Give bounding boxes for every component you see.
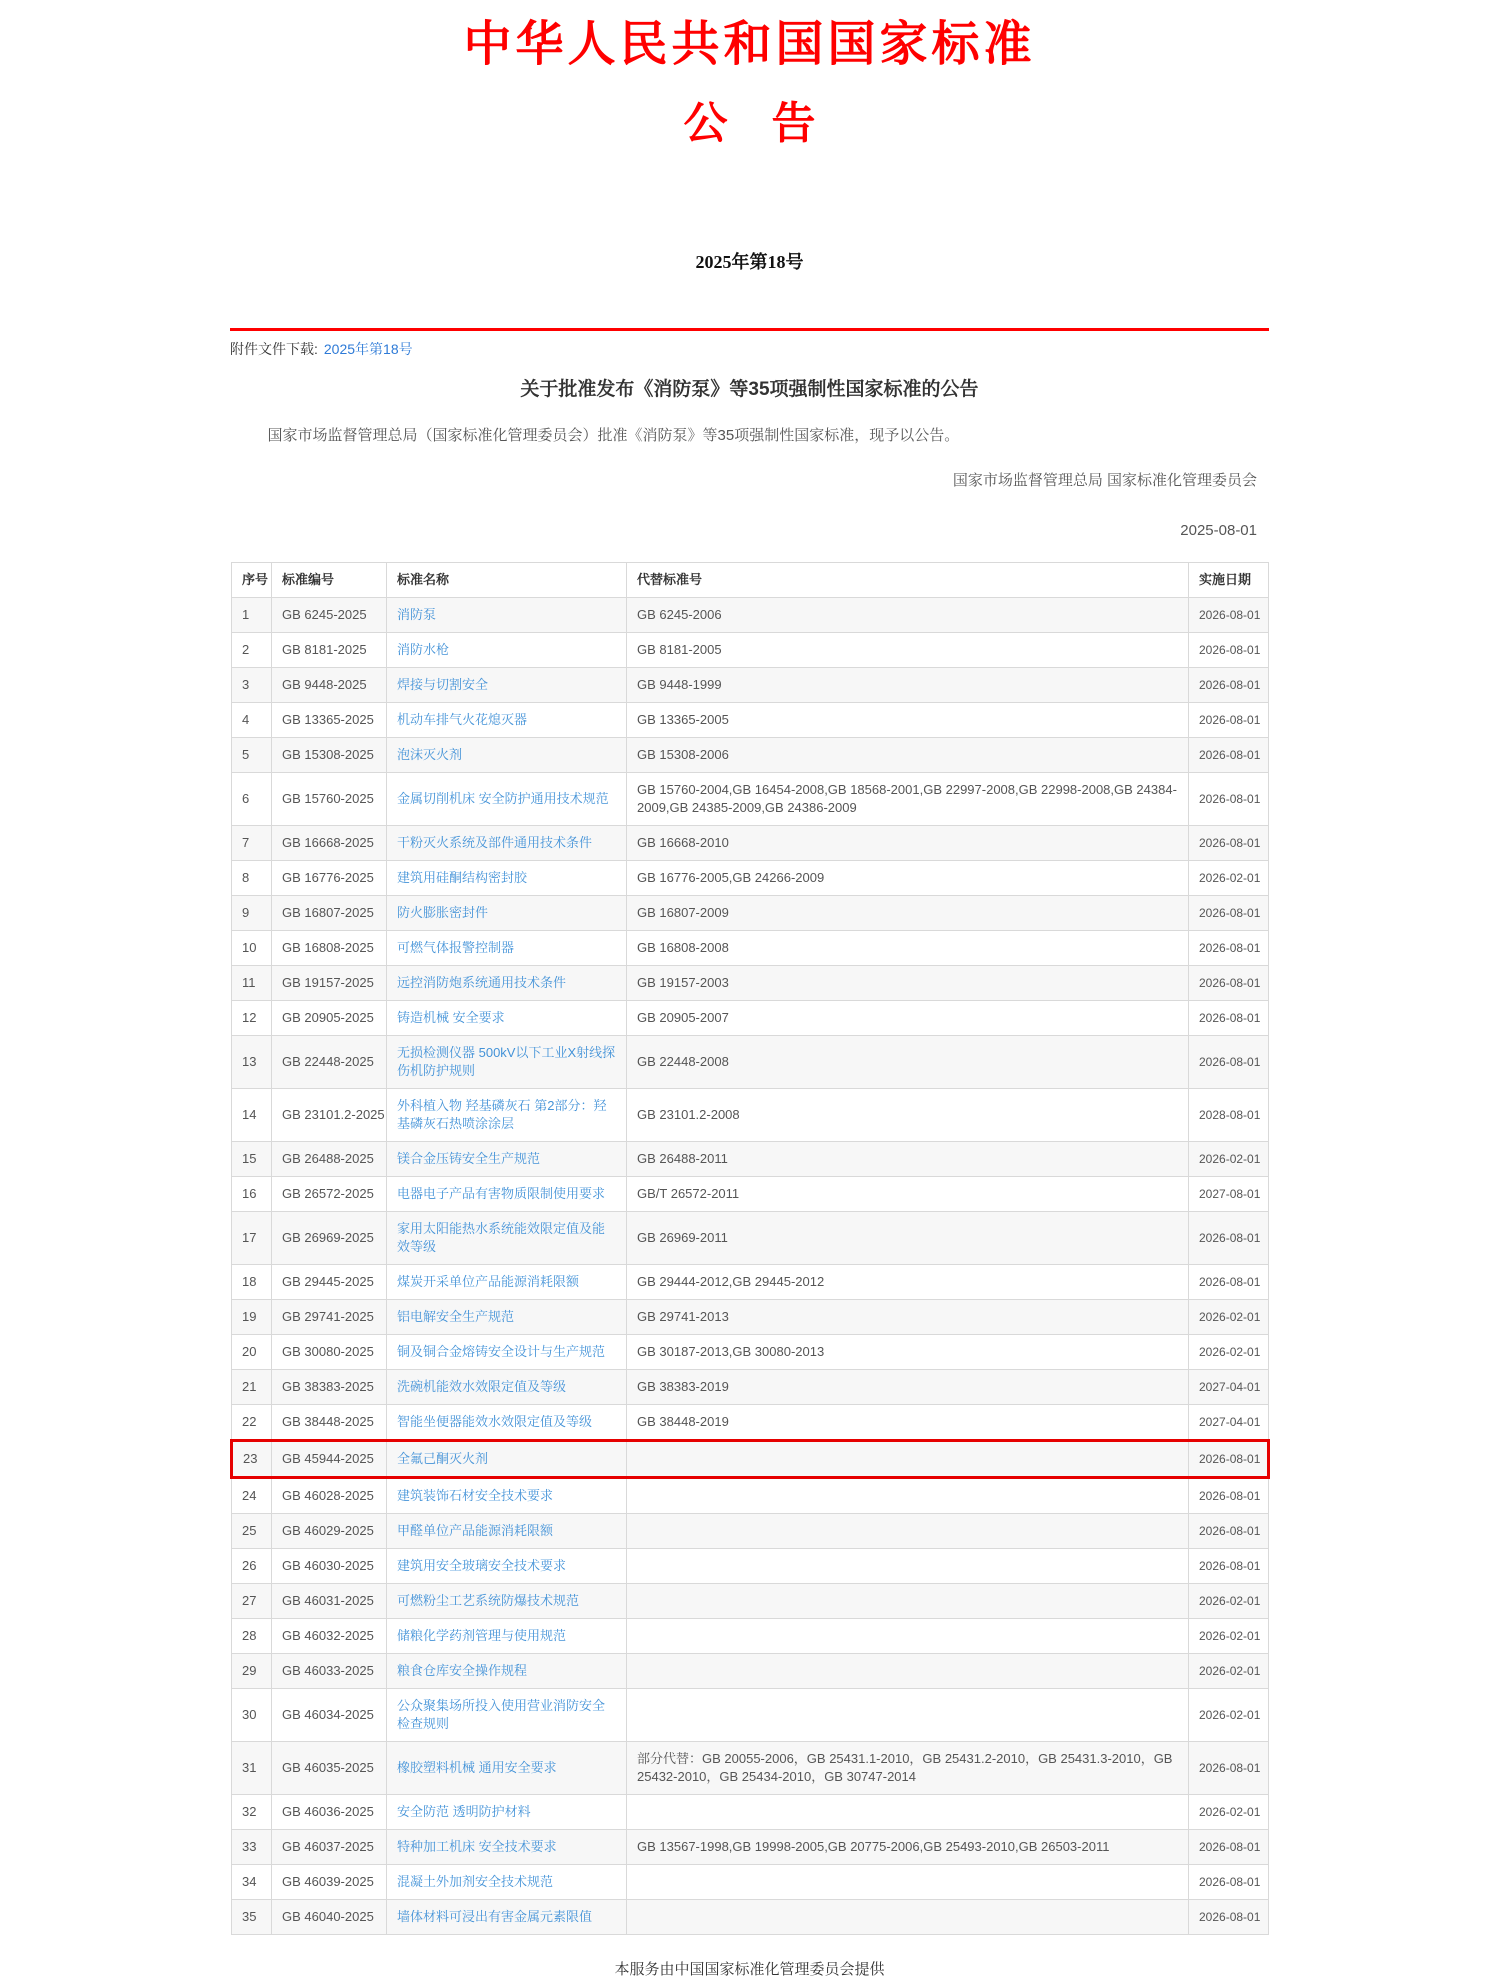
standard-name-cell (387, 1036, 627, 1089)
table-row (232, 1300, 1269, 1335)
table-row (232, 1689, 1269, 1742)
row-index-cell: 19 (232, 1300, 272, 1335)
table-row (232, 1742, 1269, 1795)
implementation-date-cell: 2028-08-01 (1189, 1089, 1269, 1142)
standard-name-cell (387, 1742, 627, 1795)
standard-name-cell (387, 1300, 627, 1335)
standard-name-cell (387, 1478, 627, 1514)
implementation-date-cell: 2026-08-01 (1189, 738, 1269, 773)
attachment-link[interactable]: 2025年第18号 (323, 341, 413, 357)
implementation-date-cell: 2026-02-01 (1189, 1584, 1269, 1619)
table-row (232, 1795, 1269, 1830)
content-column (230, 0, 1269, 1981)
standard-name-link[interactable]: 橡胶塑料机械 通用安全要求 (397, 1760, 557, 1775)
implementation-date-cell: 2026-08-01 (1189, 668, 1269, 703)
replaced-standards-cell: GB 29444-2012,GB 29445-2012 (627, 1265, 1189, 1300)
standard-name-cell (387, 1089, 627, 1142)
standard-name-link[interactable]: 甲醛单位产品能源消耗限额 (397, 1523, 554, 1538)
standard-code-cell: GB 46035-2025 (272, 1742, 387, 1795)
standard-name-cell (387, 966, 627, 1001)
table-row (232, 1212, 1269, 1265)
standard-name-cell (387, 1212, 627, 1265)
implementation-date-cell: 2026-02-01 (1189, 1300, 1269, 1335)
replaced-standards-cell: GB 6245-2006 (627, 598, 1189, 633)
standard-name-link[interactable]: 铝电解安全生产规范 (397, 1309, 515, 1324)
standard-name-link[interactable]: 外科植入物 羟基磷灰石 第2部分：羟基磷灰石热喷涂涂层 (397, 1098, 607, 1131)
row-index-cell: 3 (232, 668, 272, 703)
replaced-standards-cell: GB 26488-2011 (627, 1142, 1189, 1177)
standard-name-cell (387, 1265, 627, 1300)
standard-name-link[interactable]: 电器电子产品有害物质限制使用要求 (397, 1186, 606, 1201)
standard-name-link[interactable]: 特种加工机床 安全技术要求 (397, 1839, 557, 1854)
table-row (232, 826, 1269, 861)
standard-name-cell (387, 1335, 627, 1370)
replaced-standards-cell (627, 1478, 1189, 1514)
row-index-cell: 14 (232, 1089, 272, 1142)
standard-name-link[interactable]: 铸造机械 安全要求 (397, 1010, 505, 1025)
row-index-cell: 31 (232, 1742, 272, 1795)
standard-name-link[interactable]: 建筑用硅酮结构密封胶 (397, 870, 528, 885)
standard-code-cell: GB 46030-2025 (272, 1549, 387, 1584)
row-index-cell: 16 (232, 1177, 272, 1212)
table-row (232, 966, 1269, 1001)
table-row (232, 896, 1269, 931)
table-row (232, 1549, 1269, 1584)
standard-name-link[interactable]: 安全防范 透明防护材料 (397, 1804, 531, 1819)
standard-name-link[interactable]: 建筑用安全玻璃安全技术要求 (397, 1558, 567, 1573)
standard-name-link[interactable]: 粮食仓库安全操作规程 (397, 1663, 528, 1678)
standard-name-cell (387, 668, 627, 703)
announcement-date: 2025-08-01 (1180, 522, 1257, 539)
table-row (232, 1478, 1269, 1514)
table-row (232, 633, 1269, 668)
standard-name-link[interactable]: 混凝土外加剂安全技术规范 (397, 1874, 554, 1889)
table-row (232, 1441, 1269, 1478)
standard-code-cell: GB 15760-2025 (272, 773, 387, 826)
standard-code-cell: GB 23101.2-2025 (272, 1089, 387, 1142)
standard-code-cell: GB 46032-2025 (272, 1619, 387, 1654)
row-index-cell: 18 (232, 1265, 272, 1300)
standard-code-cell: GB 26572-2025 (272, 1177, 387, 1212)
standard-name-cell (387, 1865, 627, 1900)
standard-name-cell (387, 1795, 627, 1830)
table-row (232, 1405, 1269, 1441)
implementation-date-cell: 2026-08-01 (1189, 633, 1269, 668)
standard-name-link[interactable]: 金属切削机床 安全防护通用技术规范 (397, 791, 609, 806)
standard-name-link[interactable]: 消防泵 (397, 607, 437, 622)
standard-code-cell: GB 20905-2025 (272, 1001, 387, 1036)
implementation-date-cell: 2026-08-01 (1189, 896, 1269, 931)
standard-name-cell (387, 1584, 627, 1619)
replaced-standards-cell: GB 23101.2-2008 (627, 1089, 1189, 1142)
standard-name-link[interactable]: 远控消防炮系统通用技术条件 (397, 975, 567, 990)
standard-code-cell: GB 46034-2025 (272, 1689, 387, 1742)
replaced-standards-cell: GB 26969-2011 (627, 1212, 1189, 1265)
table-header-row (232, 563, 1269, 598)
standard-name-link[interactable]: 可燃粉尘工艺系统防爆技术规范 (397, 1593, 580, 1608)
standard-name-cell (387, 1654, 627, 1689)
row-index-cell: 30 (232, 1689, 272, 1742)
replaced-standards-cell: GB 15760-2004,GB 16454-2008,GB 18568-2001,GB 22997-2008,GB 22998-2008,GB 24384-2009,GB 24385-2009,GB 24386-2009 (627, 773, 1189, 826)
implementation-date-cell: 2026-02-01 (1189, 1795, 1269, 1830)
standard-name-link[interactable]: 焊接与切割安全 (397, 677, 489, 692)
row-index-cell: 6 (232, 773, 272, 826)
replaced-standards-cell: GB 8181-2005 (627, 633, 1189, 668)
replaced-standards-cell: GB 16668-2010 (627, 826, 1189, 861)
standard-code-cell: GB 16808-2025 (272, 931, 387, 966)
standard-name-link[interactable]: 防火膨胀密封件 (397, 905, 489, 920)
row-index-cell: 26 (232, 1549, 272, 1584)
row-index-cell: 8 (232, 861, 272, 896)
replaced-standards-cell (627, 1441, 1189, 1478)
replaced-standards-cell: GB 22448-2008 (627, 1036, 1189, 1089)
standard-name-link[interactable]: 机动车排气火花熄灭器 (397, 712, 528, 727)
replaced-standards-cell: GB 38448-2019 (627, 1405, 1189, 1441)
standard-name-link[interactable]: 镁合金压铸安全生产规范 (397, 1151, 541, 1166)
standard-name-cell (387, 1830, 627, 1865)
table-row (232, 703, 1269, 738)
standard-code-cell: GB 26969-2025 (272, 1212, 387, 1265)
standard-name-cell (387, 1549, 627, 1584)
row-index-cell: 33 (232, 1830, 272, 1865)
standard-code-cell: GB 16776-2025 (272, 861, 387, 896)
column-header: 标准名称 (387, 563, 627, 598)
sub-title: 公 告 (683, 99, 816, 148)
standard-code-cell: GB 26488-2025 (272, 1142, 387, 1177)
standard-name-cell (387, 1619, 627, 1654)
implementation-date-cell: 2027-08-01 (1189, 1177, 1269, 1212)
implementation-date-cell: 2026-02-01 (1189, 861, 1269, 896)
standard-name-cell (387, 931, 627, 966)
table-row (232, 668, 1269, 703)
standard-code-cell: GB 16668-2025 (272, 826, 387, 861)
document-header (230, 18, 1269, 272)
table-row (232, 1001, 1269, 1036)
implementation-date-cell: 2026-08-01 (1189, 598, 1269, 633)
main-title: 中华人民共和国国家标准 (463, 18, 1036, 71)
implementation-date-cell: 2026-08-01 (1189, 1830, 1269, 1865)
table-row (232, 1900, 1269, 1935)
table-row (232, 1654, 1269, 1689)
table-row (232, 1036, 1269, 1089)
standard-code-cell: GB 19157-2025 (272, 966, 387, 1001)
table-row (232, 1142, 1269, 1177)
row-index-cell: 20 (232, 1335, 272, 1370)
standard-name-cell (387, 1001, 627, 1036)
implementation-date-cell: 2026-02-01 (1189, 1654, 1269, 1689)
replaced-standards-cell: GB 16807-2009 (627, 896, 1189, 931)
column-header: 序号 (232, 563, 272, 598)
standard-code-cell: GB 9448-2025 (272, 668, 387, 703)
replaced-standards-cell: GB 30187-2013,GB 30080-2013 (627, 1335, 1189, 1370)
standard-name-link[interactable]: 全氟己酮灭火剂 (397, 1451, 489, 1466)
standard-code-cell: GB 46029-2025 (272, 1514, 387, 1549)
standard-name-cell (387, 861, 627, 896)
implementation-date-cell: 2026-08-01 (1189, 826, 1269, 861)
standard-code-cell: GB 30080-2025 (272, 1335, 387, 1370)
table-row (232, 1514, 1269, 1549)
implementation-date-cell: 2026-02-01 (1189, 1142, 1269, 1177)
column-header: 标准编号 (272, 563, 387, 598)
standard-name-link[interactable]: 无损检测仪器 500kV以下工业X射线探伤机防护规则 (397, 1045, 616, 1078)
standard-code-cell: GB 46033-2025 (272, 1654, 387, 1689)
row-index-cell: 22 (232, 1405, 272, 1441)
column-header: 实施日期 (1189, 563, 1269, 598)
implementation-date-cell: 2026-08-01 (1189, 1865, 1269, 1900)
standard-name-cell (387, 598, 627, 633)
issue-number: 2025年第18号 (695, 252, 804, 272)
standard-code-cell: GB 45944-2025 (272, 1441, 387, 1478)
standard-code-cell: GB 29445-2025 (272, 1265, 387, 1300)
standard-name-link[interactable]: 智能坐便器能效水效限定值及等级 (397, 1414, 593, 1429)
standard-code-cell: GB 22448-2025 (272, 1036, 387, 1089)
replaced-standards-cell: GB 29741-2013 (627, 1300, 1189, 1335)
table-row (232, 861, 1269, 896)
row-index-cell: 25 (232, 1514, 272, 1549)
row-index-cell: 5 (232, 738, 272, 773)
implementation-date-cell: 2026-08-01 (1189, 966, 1269, 1001)
row-index-cell: 21 (232, 1370, 272, 1405)
implementation-date-cell: 2026-08-01 (1189, 703, 1269, 738)
replaced-standards-cell: GB 13365-2005 (627, 703, 1189, 738)
column-header: 代替标准号 (627, 563, 1189, 598)
table-row (232, 931, 1269, 966)
standard-name-cell (387, 1405, 627, 1441)
implementation-date-cell: 2026-08-01 (1189, 1265, 1269, 1300)
table-row (232, 1619, 1269, 1654)
replaced-standards-cell: GB 9448-1999 (627, 668, 1189, 703)
replaced-standards-cell: 部分代替：GB 20055-2006，GB 25431.1-2010，GB 25431.2-2010，GB 25431.3-2010，GB 25432-2010，GB 25434-2010，GB 30747-2014 (627, 1742, 1189, 1795)
implementation-date-cell: 2026-08-01 (1189, 1478, 1269, 1514)
replaced-standards-cell: GB 13567-1998,GB 19998-2005,GB 20775-2006,GB 25493-2010,GB 26503-2011 (627, 1830, 1189, 1865)
row-index-cell: 34 (232, 1865, 272, 1900)
row-index-cell: 10 (232, 931, 272, 966)
standard-name-cell (387, 633, 627, 668)
replaced-standards-cell (627, 1795, 1189, 1830)
replaced-standards-cell: GB 20905-2007 (627, 1001, 1189, 1036)
standard-name-link[interactable]: 泡沫灭火剂 (397, 747, 463, 762)
row-index-cell: 23 (232, 1441, 272, 1478)
standard-name-link[interactable]: 煤炭开采单位产品能源消耗限额 (397, 1274, 580, 1289)
footer-note: 本服务由中国国家标准化管理委员会提供 (614, 1961, 885, 1978)
row-index-cell: 27 (232, 1584, 272, 1619)
standard-code-cell: GB 46036-2025 (272, 1795, 387, 1830)
replaced-standards-cell (627, 1654, 1189, 1689)
replaced-standards-cell (627, 1514, 1189, 1549)
standard-name-link[interactable]: 墙体材料可浸出有害金属元素限值 (397, 1909, 593, 1924)
replaced-standards-cell (627, 1584, 1189, 1619)
implementation-date-cell: 2026-08-01 (1189, 1900, 1269, 1935)
standard-name-cell (387, 1514, 627, 1549)
standard-name-link[interactable]: 可燃气体报警控制器 (397, 940, 515, 955)
row-index-cell: 12 (232, 1001, 272, 1036)
standard-name-link[interactable]: 铜及铜合金熔铸安全设计与生产规范 (397, 1344, 606, 1359)
standard-name-link[interactable]: 家用太阳能热水系统能效限定值及能效等级 (397, 1221, 606, 1254)
standards-table (230, 562, 1270, 1935)
table-row (232, 738, 1269, 773)
replaced-standards-cell: GB 19157-2003 (627, 966, 1189, 1001)
replaced-standards-cell: GB 15308-2006 (627, 738, 1189, 773)
attachment-row (230, 339, 1269, 359)
announcement-body: 国家市场监督管理总局（国家标准化管理委员会）批准《消防泵》等35项强制性国家标准，现予以公告。 (267, 427, 960, 444)
replaced-standards-cell: GB 38383-2019 (627, 1370, 1189, 1405)
standard-name-cell (387, 773, 627, 826)
row-index-cell: 13 (232, 1036, 272, 1089)
table-row (232, 1830, 1269, 1865)
implementation-date-cell: 2027-04-01 (1189, 1405, 1269, 1441)
replaced-standards-cell (627, 1619, 1189, 1654)
standard-name-cell (387, 1441, 627, 1478)
attachment-label: 附件文件下载: (230, 341, 318, 357)
table-row (232, 773, 1269, 826)
implementation-date-cell: 2026-08-01 (1189, 1212, 1269, 1265)
standard-name-link[interactable]: 储粮化学药剂管理与使用规范 (397, 1628, 567, 1643)
standard-name-link[interactable]: 公众聚集场所投入使用营业消防安全检查规则 (397, 1698, 606, 1731)
standard-name-link[interactable]: 建筑装饰石材安全技术要求 (397, 1488, 554, 1503)
replaced-standards-cell: GB 16808-2008 (627, 931, 1189, 966)
implementation-date-cell: 2026-08-01 (1189, 1001, 1269, 1036)
standard-code-cell: GB 29741-2025 (272, 1300, 387, 1335)
standard-name-cell (387, 1900, 627, 1935)
standard-code-cell: GB 46040-2025 (272, 1900, 387, 1935)
implementation-date-cell: 2026-02-01 (1189, 1619, 1269, 1654)
standard-code-cell: GB 8181-2025 (272, 633, 387, 668)
implementation-date-cell: 2026-08-01 (1189, 1036, 1269, 1089)
row-index-cell: 35 (232, 1900, 272, 1935)
row-index-cell: 2 (232, 633, 272, 668)
row-index-cell: 29 (232, 1654, 272, 1689)
standard-name-cell (387, 896, 627, 931)
table-row (232, 1865, 1269, 1900)
implementation-date-cell: 2027-04-01 (1189, 1370, 1269, 1405)
standard-code-cell: GB 46037-2025 (272, 1830, 387, 1865)
standard-code-cell: GB 38383-2025 (272, 1370, 387, 1405)
standard-code-cell: GB 15308-2025 (272, 738, 387, 773)
table-row (232, 598, 1269, 633)
implementation-date-cell: 2026-02-01 (1189, 1335, 1269, 1370)
implementation-date-cell: 2026-08-01 (1189, 1742, 1269, 1795)
row-index-cell: 28 (232, 1619, 272, 1654)
red-divider (230, 328, 1269, 331)
replaced-standards-cell: GB 16776-2005,GB 24266-2009 (627, 861, 1189, 896)
announcement-title: 关于批准发布《消防泵》等35项强制性国家标准的公告 (520, 379, 979, 400)
standard-code-cell: GB 13365-2025 (272, 703, 387, 738)
table-row (232, 1335, 1269, 1370)
implementation-date-cell: 2026-02-01 (1189, 1689, 1269, 1742)
row-index-cell: 9 (232, 896, 272, 931)
replaced-standards-cell (627, 1865, 1189, 1900)
replaced-standards-cell (627, 1689, 1189, 1742)
standard-name-cell (387, 1689, 627, 1742)
replaced-standards-cell: GB/T 26572-2011 (627, 1177, 1189, 1212)
standard-code-cell: GB 38448-2025 (272, 1405, 387, 1441)
implementation-date-cell: 2026-08-01 (1189, 773, 1269, 826)
standard-name-cell (387, 1177, 627, 1212)
standard-code-cell: GB 46039-2025 (272, 1865, 387, 1900)
row-index-cell: 11 (232, 966, 272, 1001)
standard-name-cell (387, 738, 627, 773)
standard-name-link[interactable]: 消防水枪 (397, 642, 450, 657)
table-row (232, 1265, 1269, 1300)
implementation-date-cell: 2026-08-01 (1189, 1514, 1269, 1549)
replaced-standards-cell (627, 1549, 1189, 1584)
standard-code-cell: GB 16807-2025 (272, 896, 387, 931)
implementation-date-cell: 2026-08-01 (1189, 1441, 1269, 1478)
table-row (232, 1177, 1269, 1212)
table-row (232, 1089, 1269, 1142)
standard-name-link[interactable]: 洗碗机能效水效限定值及等级 (397, 1379, 567, 1394)
announcement-signature: 国家市场监督管理总局 国家标准化管理委员会 (952, 472, 1257, 489)
row-index-cell: 15 (232, 1142, 272, 1177)
implementation-date-cell: 2026-08-01 (1189, 1549, 1269, 1584)
standard-code-cell: GB 46028-2025 (272, 1478, 387, 1514)
row-index-cell: 17 (232, 1212, 272, 1265)
replaced-standards-cell (627, 1900, 1189, 1935)
standard-code-cell: GB 6245-2025 (272, 598, 387, 633)
row-index-cell: 24 (232, 1478, 272, 1514)
row-index-cell: 32 (232, 1795, 272, 1830)
standard-name-cell (387, 826, 627, 861)
standard-name-link[interactable]: 干粉灭火系统及部件通用技术条件 (397, 835, 593, 850)
standard-name-cell (387, 1370, 627, 1405)
standard-code-cell: GB 46031-2025 (272, 1584, 387, 1619)
row-index-cell: 4 (232, 703, 272, 738)
table-row (232, 1370, 1269, 1405)
implementation-date-cell: 2026-08-01 (1189, 931, 1269, 966)
row-index-cell: 1 (232, 598, 272, 633)
row-index-cell: 7 (232, 826, 272, 861)
standard-name-cell (387, 1142, 627, 1177)
table-row (232, 1584, 1269, 1619)
standard-name-cell (387, 703, 627, 738)
